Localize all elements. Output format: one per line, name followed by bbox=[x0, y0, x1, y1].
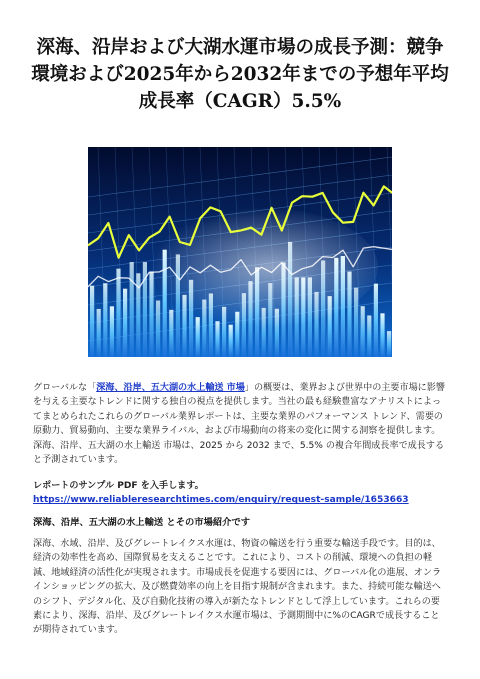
decorative-bar bbox=[156, 300, 160, 357]
decorative-bar bbox=[367, 315, 371, 357]
body-paragraph: 深海、水域、沿岸、及びグレートレイクス水運は、物資の輸送を行う重要な輸送手段です。目的は、経済の効率性を高め、国際貿易を支えることです。これにより、コストの削減、環境への負担の軽減、地域経済の活性化が実現されます。市場成長を促進する要因には、グローバル化の進展、オンラインショッピングの拡大、及び燃費効率の向上を目指す規制が含まれます。また、持続可能な輸送へのシフト、デジタル化、及び自動化技術の導入が新たなトレンドとして浮上しています。これらの要素により、深海、沿岸、及びグレートレイクス水運市場は、予測期間中に%のCAGRで成長することが期待されています。 bbox=[33, 539, 442, 636]
sample-url-link[interactable]: https://www.reliableresearchtimes.com/enquiry/request-sample/1653663 bbox=[33, 495, 409, 506]
intro-paragraph: グローバルな「深海、沿岸、五大湖の水上輸送 市場」の概要は、業界および世界中の主要市場に影響を与える主要なトレンドに関する独自の視点を提供します。当社の最も経験豊富なアナリストによってまとめられたこれらのグローバル業界レポートは、主要な業界のパフォーマンス トレンド、需要の原動力、貿易動向、主要な業界ライバル、および市場動向の将来の変化に関する洞察を提供します。深海、沿岸、五大湖の水上輸送 市場は、2025 から 2032 まで、5.5% の複合年間成長率で成長すると予測されています。 bbox=[33, 383, 445, 466]
decorative-bar bbox=[196, 317, 200, 357]
decorative-bar bbox=[97, 309, 101, 357]
chart-illustration bbox=[88, 147, 392, 357]
decorative-bar bbox=[229, 325, 233, 357]
sample-request bbox=[33, 479, 447, 508]
financial-chart-graphic bbox=[88, 147, 392, 357]
decorative-bar bbox=[123, 289, 127, 357]
decorative-bar bbox=[215, 321, 219, 357]
decorative-bar bbox=[387, 331, 391, 357]
decorative-bar bbox=[90, 286, 94, 357]
decorative-bar bbox=[374, 284, 378, 357]
sample-label: レポートのサンプル PDF を入手します。 bbox=[33, 481, 204, 491]
decorative-bar bbox=[130, 262, 134, 357]
decorative-bar bbox=[116, 269, 120, 357]
decorative-bar bbox=[169, 310, 173, 357]
decorative-bar bbox=[361, 306, 365, 357]
decorative-bar bbox=[110, 306, 114, 357]
decorative-bar bbox=[103, 283, 107, 357]
decorative-bar bbox=[380, 313, 384, 357]
market-link[interactable]: 深海、沿岸、五大湖の水上輸送 市場 bbox=[96, 383, 245, 393]
page-title: 深海、沿岸および大湖水運市場の成長予測：競争環境および2025年から2032年までの予想年平均成長率（CAGR）5.5% bbox=[31, 37, 449, 112]
section-heading: 深海、沿岸、五大湖の水上輸送 とその市場紹介です bbox=[33, 517, 251, 528]
